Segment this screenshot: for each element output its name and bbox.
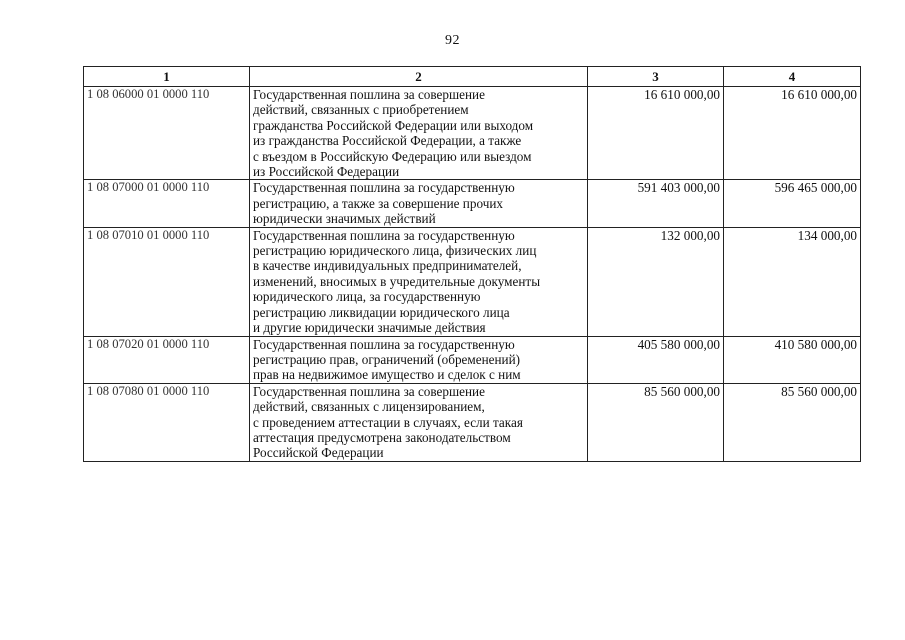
revenue-name-cell [250,180,588,227]
amount-column-4-cell: 410 580 000,00 [724,336,861,383]
revenue-code-cell: 1 08 07080 01 0000 110 [84,383,250,461]
revenue-name-line: регистрацию ликвидации юридического лица [253,304,510,320]
revenue-name-line: регистрацию юридического лица, физических лиц [253,243,537,259]
revenue-code-cell: 1 08 07010 01 0000 110 [84,227,250,336]
column-header-1: 1 [84,67,250,87]
column-header-3: 3 [588,67,724,87]
revenue-name-line: гражданства Российской Федерации или выходом [253,117,534,133]
revenue-name-line: действий, связанных с приобретением [253,102,469,118]
amount-column-3-cell: 132 000,00 [588,227,724,336]
revenue-name-cell [250,87,588,180]
revenue-name-line: Государственная пошлина за государственную [253,180,515,196]
revenue-name-line: Государственная пошлина за совершение [253,87,485,102]
revenue-name-line: аттестация предусмотрена законодательством [253,429,511,445]
revenue-code-cell: 1 08 07000 01 0000 110 [84,180,250,227]
revenue-code-cell: 1 08 07020 01 0000 110 [84,336,250,383]
revenue-name-line: и другие юридически значимые действия [253,320,486,336]
table-row [84,180,861,227]
revenue-name-line: из гражданства Российской Федерации, а также [253,133,522,149]
revenue-name-line: юридического лица, за государственную [253,289,481,305]
column-header-4: 4 [724,67,861,87]
amount-column-4-cell: 85 560 000,00 [724,383,861,461]
revenue-name-line: в качестве индивидуальных предпринимателей, [253,258,522,274]
revenue-name-cell [250,227,588,336]
table-header-row [84,67,861,87]
page-number: 92 [445,33,460,48]
revenue-name-cell [250,383,588,461]
revenue-name-line: из Российской Федерации [253,164,400,180]
amount-column-4-cell: 134 000,00 [724,227,861,336]
amount-column-3-cell: 591 403 000,00 [588,180,724,227]
revenue-name-line: с въездом в Российскую Федерацию или выездом [253,148,532,164]
table-row [84,336,861,383]
revenue-name-line: регистрацию прав, ограничений (обременений) [253,351,521,367]
revenue-name-line: Российской Федерации [253,445,384,461]
revenue-name-line: действий, связанных с лицензированием, [253,399,485,415]
revenue-code-cell: 1 08 06000 01 0000 110 [84,87,250,180]
table-row [84,383,861,461]
amount-column-3-cell: 16 610 000,00 [588,87,724,180]
revenue-name-line: регистрацию, а также за совершение прочих [253,195,503,211]
revenue-name-line: юридически значимых действий [253,211,436,227]
revenue-name-cell [250,336,588,383]
revenue-name-line: с проведением аттестации в случаях, если такая [253,414,523,430]
revenue-name-line: прав на недвижимое имущество и сделок с ним [253,367,521,383]
amount-column-4-cell: 596 465 000,00 [724,180,861,227]
table-row [84,227,861,336]
amount-column-4-cell: 16 610 000,00 [724,87,861,180]
amount-column-3-cell: 85 560 000,00 [588,383,724,461]
revenue-name-line: изменений, вносимых в учредительные документы [253,273,541,289]
table-body [84,87,861,462]
revenue-name-line: Государственная пошлина за государственную [253,336,515,352]
amount-column-3-cell: 405 580 000,00 [588,336,724,383]
revenue-name-line: Государственная пошлина за совершение [253,383,485,399]
budget-revenue-table [83,66,861,462]
table-row [84,87,861,180]
revenue-name-line: Государственная пошлина за государственную [253,227,515,243]
column-header-2: 2 [250,67,588,87]
